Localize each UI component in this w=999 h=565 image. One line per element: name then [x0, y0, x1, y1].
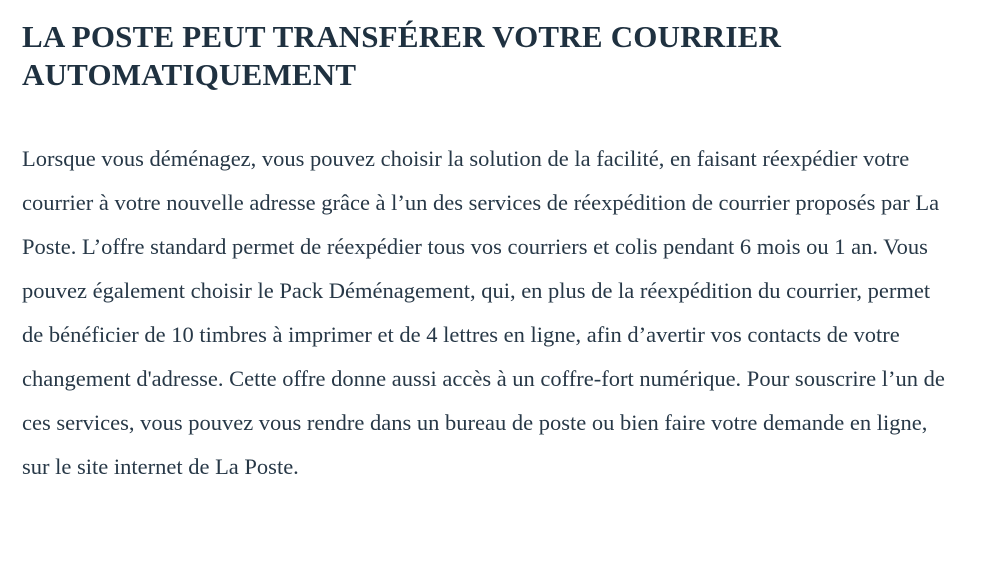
- article: [22, 18, 962, 489]
- article-paragraph: Lorsque vous déménagez, vous pouvez choisir la solution de la facilité, en faisant réexpédier votre courrier à votre nouvelle adresse grâce à l’un des services de réexpédition de courrier proposés par La Poste. L’offre standard permet de réexpédier tous vos courriers et colis pendant 6 mois ou 1 an. Vous pouvez également choisir le Pack Déménagement, qui, en plus de la réexpédition du courrier, permet de bénéficier de 10 timbres à imprimer et de 4 lettres en ligne, afin d’avertir vos contacts de votre changement d'adresse. Cette offre donne aussi accès à un coffre-fort numérique. Pour souscrire l’un de ces services, vous pouvez vous rendre dans un bureau de poste ou bien faire votre demande en ligne, sur le site internet de La Poste.: [22, 146, 945, 479]
- article-title: LA POSTE PEUT TRANSFÉRER VOTRE COURRIER AUTOMATIQUEMENT: [22, 19, 782, 92]
